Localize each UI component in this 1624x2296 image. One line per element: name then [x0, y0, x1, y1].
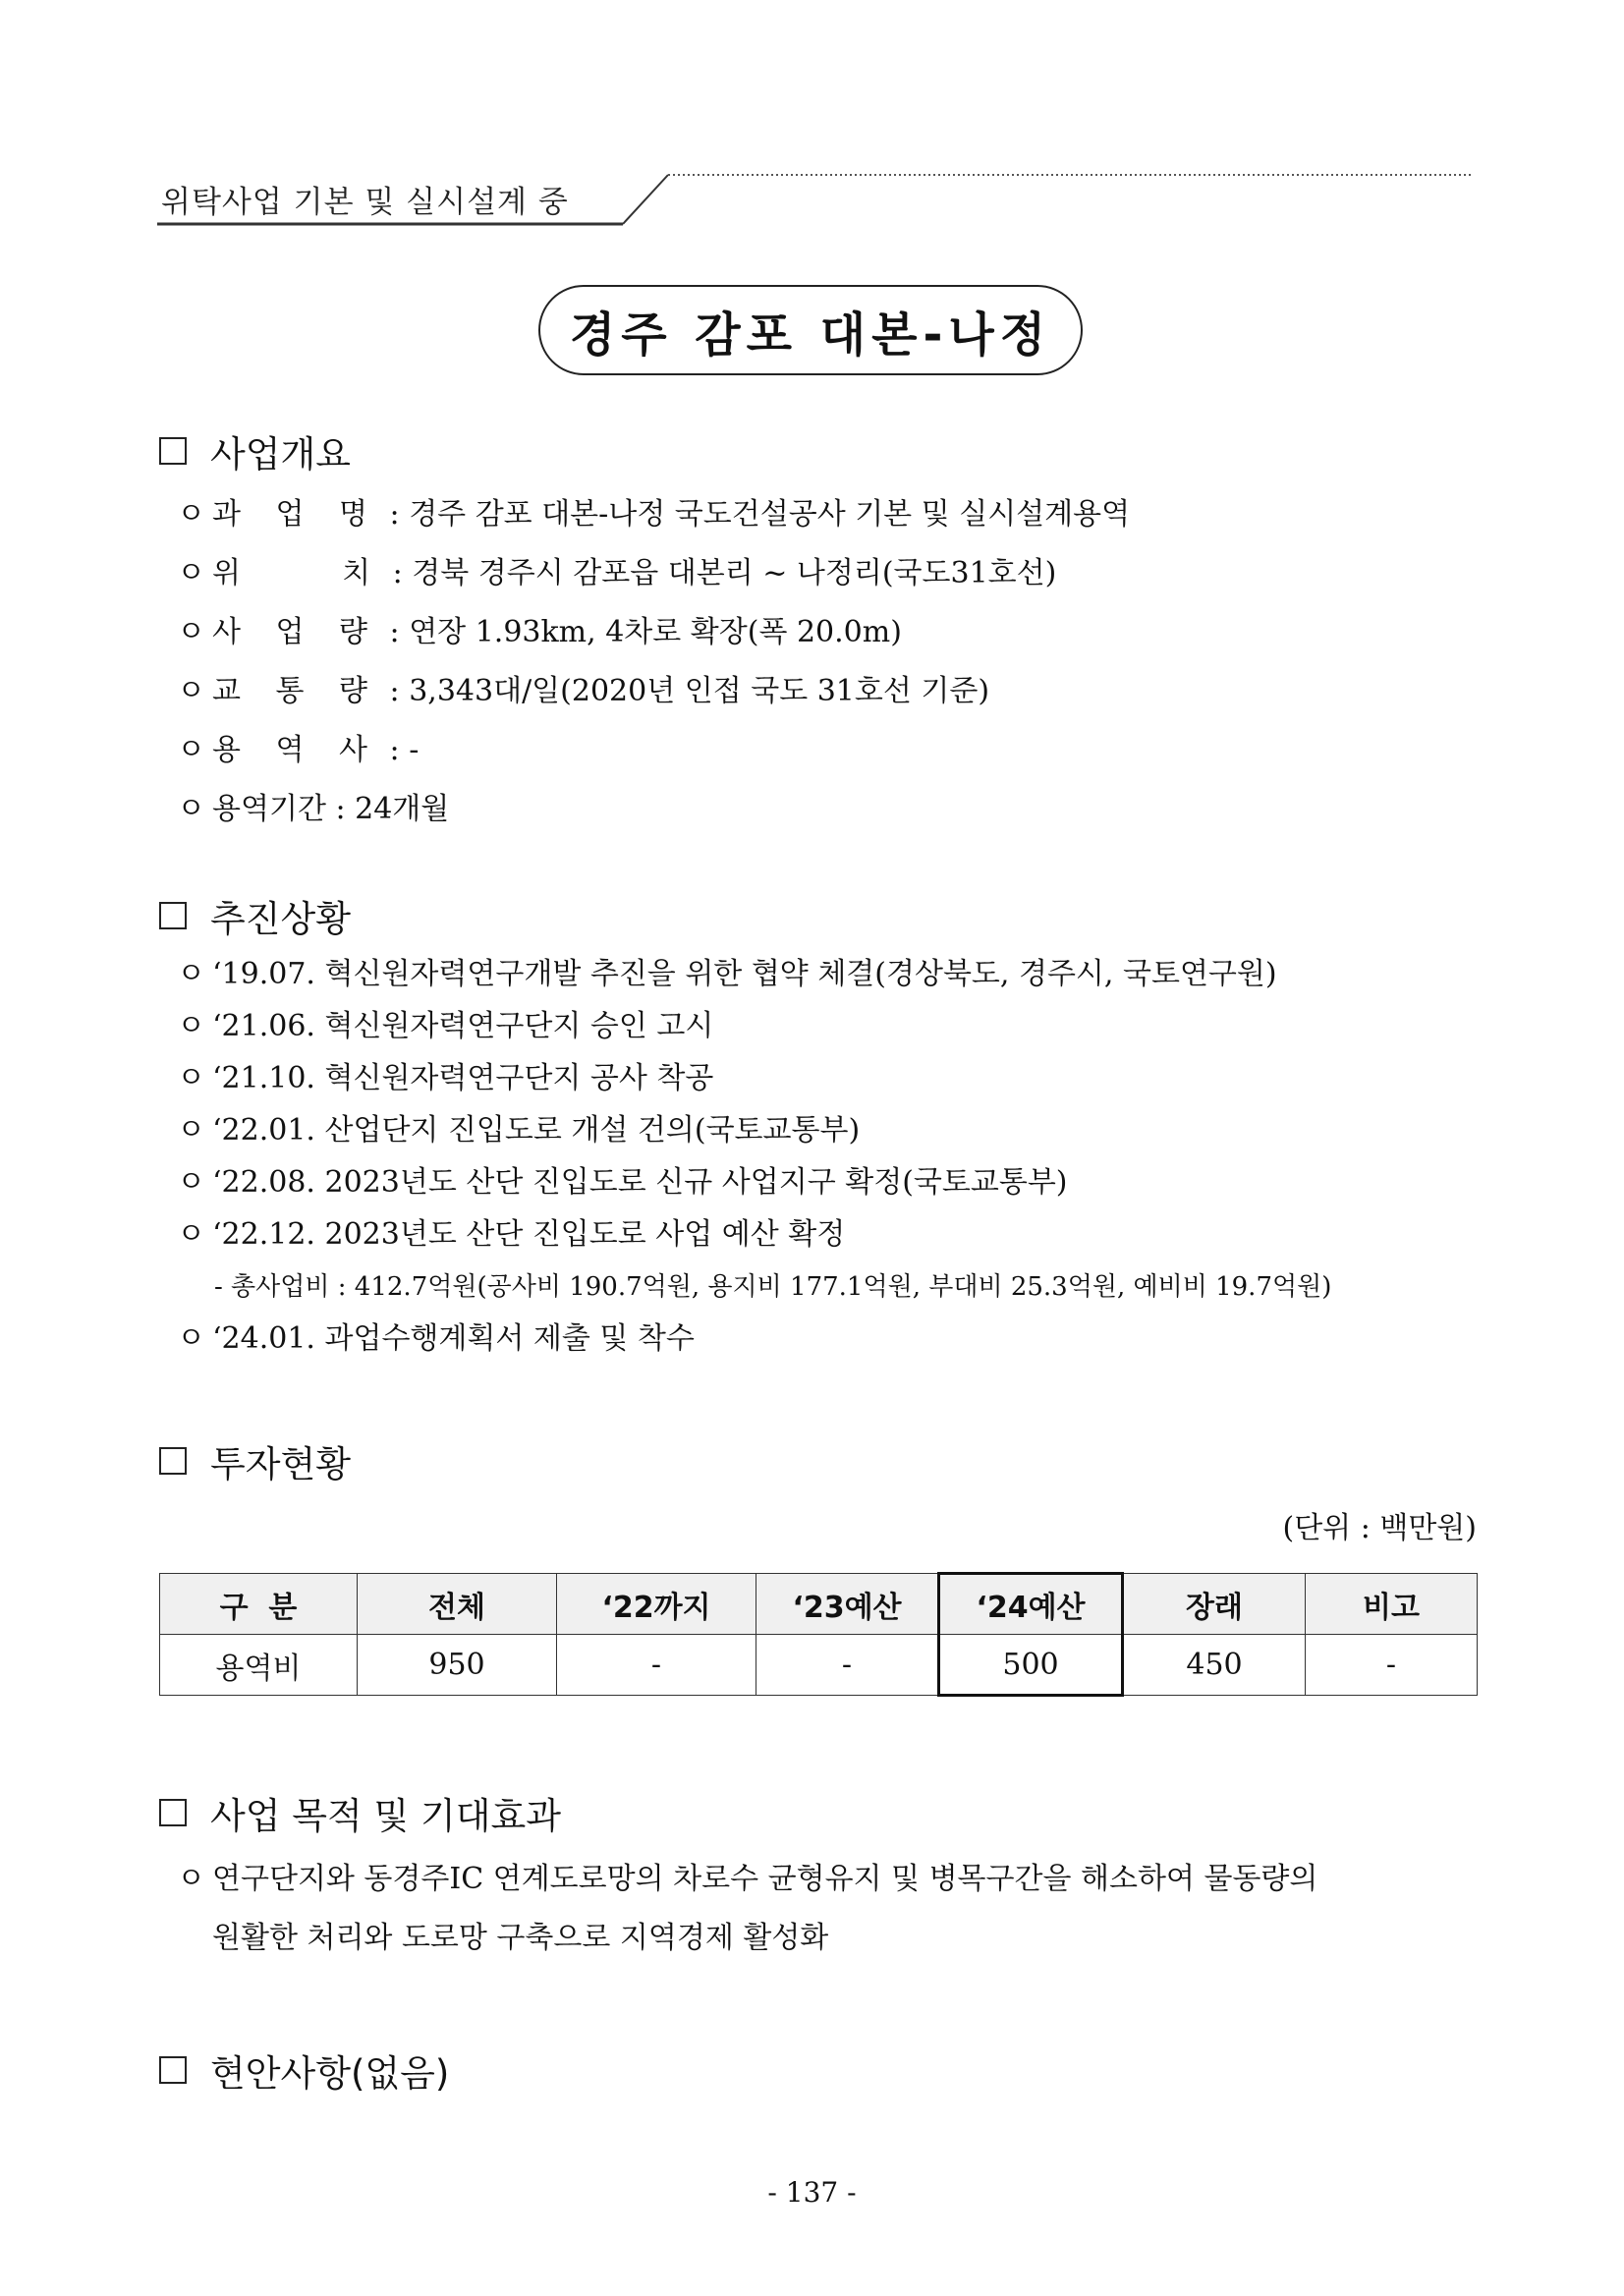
overview-item: ㅇ 용 역 사 : -: [177, 731, 419, 770]
page-title: 경주 감포 대본-나정: [569, 307, 1052, 363]
overview-item: ㅇ 사 업 량 : 연장 1.93km, 4차로 확장(폭 20.0m): [177, 613, 902, 652]
item-label: 과 업 명: [212, 497, 381, 532]
section-heading-text: 사업 목적 및 기대효과: [210, 1795, 561, 1837]
table-cell: 450: [1123, 1635, 1306, 1696]
progress-text: ‘22.01. 산업단지 진입도로 개설 건의(국토교통부): [212, 1113, 861, 1148]
circle-bullet-icon: ㅇ: [177, 733, 205, 767]
circle-bullet-icon: ㅇ: [177, 1165, 205, 1200]
purpose-item: [177, 1860, 1317, 1899]
section-issues-heading: [159, 2044, 449, 2097]
overview-item: ㅇ 교 통 량 : 3,343대/일(2020년 인접 국도 31호선 기준): [177, 672, 989, 711]
progress-sub-item: - 총사업비 : 412.7억원(공사비 190.7억원, 용지비 177.1억원, 부대비 25.3억원, 예비비 19.7억원): [214, 1272, 1332, 1302]
table-header-cell: 비고: [1306, 1574, 1478, 1635]
item-value: -: [409, 733, 420, 767]
table-cell: -: [557, 1635, 756, 1696]
circle-bullet-icon: ㅇ: [177, 1009, 205, 1043]
purpose-continuation: 원활한 처리와 도로망 구축으로 지역경제 활성화: [212, 1921, 829, 1955]
table-cell-highlighted: 500: [939, 1635, 1123, 1696]
section-overview-heading: [159, 424, 351, 477]
investment-table: [159, 1572, 1478, 1697]
circle-bullet-icon: ㅇ: [177, 1321, 205, 1356]
circle-bullet-icon: ㅇ: [177, 957, 205, 991]
page-title-box: [538, 285, 1083, 375]
progress-item: [177, 1163, 1068, 1203]
section-investment-heading: [159, 1434, 351, 1487]
item-value: 3,343대/일(2020년 인접 국도 31호선 기준): [409, 674, 990, 708]
progress-text: ‘21.06. 혁신원자력연구단지 승인 고시: [212, 1009, 714, 1043]
circle-bullet-icon: ㅇ: [177, 1061, 205, 1095]
table-header-cell: ‘23예산: [756, 1574, 939, 1635]
circle-bullet-icon: ㅇ: [177, 792, 205, 826]
item-value: 24개월: [355, 792, 450, 826]
section-heading-text: 투자현황: [210, 1443, 351, 1485]
circle-bullet-icon: ㅇ: [177, 1113, 205, 1148]
progress-text: ‘22.08. 2023년도 산단 진입도로 신규 사업지구 확정(국토교통부): [212, 1165, 1068, 1200]
section-purpose-heading: [159, 1786, 561, 1839]
overview-item: ㅇ 위 치 : 경북 경주시 감포읍 대본리 ~ 나정리(국도31호선): [177, 554, 1056, 593]
purpose-text: 연구단지와 동경주IC 연계도로망의 차로수 균형유지 및 병목구간을 해소하여 물동량의: [212, 1862, 1318, 1896]
table-header-cell: 구 분: [160, 1574, 358, 1635]
section-heading-text: 추진상황: [210, 898, 351, 940]
progress-item: [177, 1007, 713, 1046]
item-label: 용역기간: [212, 792, 326, 826]
circle-bullet-icon: ㅇ: [177, 497, 205, 532]
item-value: 경북 경주시 감포읍 대본리 ~ 나정리(국도31호선): [412, 556, 1057, 590]
overview-item: ㅇ 과 업 명 : 경주 감포 대본-나정 국도건설공사 기본 및 실시설계용역: [177, 495, 1130, 534]
circle-bullet-icon: ㅇ: [177, 674, 205, 708]
table-header-cell: 전체: [358, 1574, 557, 1635]
running-title: 위탁사업 기본 및 실시설계 중: [161, 185, 569, 220]
circle-bullet-icon: ㅇ: [177, 1217, 205, 1252]
table-row: [160, 1635, 1478, 1696]
section-heading-text: 사업개요: [210, 433, 351, 476]
table-header-cell: 장래: [1123, 1574, 1306, 1635]
progress-item: [177, 1059, 713, 1098]
progress-item: [177, 1319, 695, 1359]
section-heading-text: 현안사항(없음): [210, 2052, 450, 2095]
item-label: 교 통 량: [212, 674, 381, 708]
item-label: 용 역 사: [212, 733, 381, 767]
table-header-row: [160, 1574, 1478, 1635]
square-bullet-icon: [159, 2056, 187, 2084]
progress-text: ‘24.01. 과업수행계획서 제출 및 착수: [212, 1321, 695, 1356]
table-header-cell: ‘22까지: [557, 1574, 756, 1635]
item-value: 경주 감포 대본-나정 국도건설공사 기본 및 실시설계용역: [409, 497, 1131, 532]
progress-text: ‘22.12. 2023년도 산단 진입도로 사업 예산 확정: [212, 1217, 846, 1252]
item-value: 연장 1.93km, 4차로 확장(폭 20.0m): [409, 615, 902, 649]
circle-bullet-icon: ㅇ: [177, 1862, 205, 1896]
square-bullet-icon: [159, 902, 187, 929]
table-cell: -: [756, 1635, 939, 1696]
running-header: [157, 169, 1474, 228]
overview-item: ㅇ 용역기간 : 24개월: [177, 790, 449, 829]
section-progress-heading: [159, 889, 351, 942]
table-cell: 용역비: [160, 1635, 358, 1696]
progress-item: [177, 1111, 860, 1150]
circle-bullet-icon: ㅇ: [177, 556, 205, 590]
item-label: 위 치: [212, 556, 384, 590]
item-label: 사 업 량: [212, 615, 381, 649]
table-cell: -: [1306, 1635, 1478, 1696]
unit-note: (단위 : 백만원): [1282, 1511, 1477, 1545]
square-bullet-icon: [159, 1447, 187, 1475]
circle-bullet-icon: ㅇ: [177, 615, 205, 649]
table-cell: 950: [358, 1635, 557, 1696]
square-bullet-icon: [159, 1799, 187, 1826]
progress-text: ‘21.10. 혁신원자력연구단지 공사 착공: [212, 1061, 714, 1095]
progress-item: [177, 1215, 845, 1255]
progress-item: [177, 955, 1277, 994]
page-number: - 137 -: [767, 2176, 857, 2209]
square-bullet-icon: [159, 437, 187, 465]
progress-text: ‘19.07. 혁신원자력연구개발 추진을 위한 협약 체결(경상북도, 경주시, 국토연구원): [212, 957, 1277, 991]
table-header-cell-highlighted: ‘24예산: [939, 1574, 1123, 1635]
